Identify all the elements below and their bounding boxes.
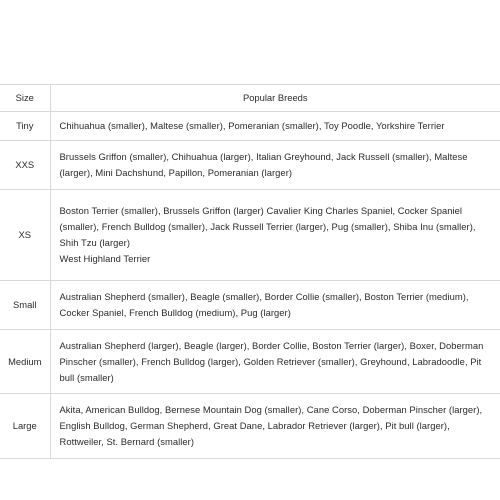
breeds-cell: Australian Shepherd (larger), Beagle (larger), Border Collie, Boston Terrier (larger), Boxer, Doberman Pinscher (smaller), French Bulldog (larger), Golden Retriever (smaller), Greyhound, Labradoodle, Pit bull (smaller)	[50, 330, 500, 394]
breeds-text: Boston Terrier (smaller), Brussels Griffon (larger) Cavalier King Charles Spaniel, Cocker Spaniel (smaller), French Bulldog (smaller), Jack Russell Terrier (larger), Pug (smaller), Shiba Inu (smaller), Shih Tzu (larger)	[59, 205, 476, 248]
size-cell: Tiny	[0, 112, 50, 141]
size-cell: Small	[0, 281, 50, 330]
breeds-column-header: Popular Breeds	[50, 85, 500, 112]
table-row	[0, 330, 500, 394]
table-row	[0, 141, 500, 190]
breeds-text-extra: West Highland Terrier	[59, 253, 151, 264]
header-row	[0, 85, 500, 112]
breeds-cell	[50, 190, 500, 281]
table-row	[0, 394, 500, 459]
table-row	[0, 190, 500, 281]
breeds-cell: Brussels Griffon (smaller), Chihuahua (larger), Italian Greyhound, Jack Russell (smaller), Maltese (larger), Mini Dachshund, Papillon, Pomeranian (larger)	[50, 141, 500, 190]
breeds-cell: Australian Shepherd (smaller), Beagle (smaller), Border Collie (smaller), Boston Terrier (medium), Cocker Spaniel, French Bulldog (medium), Pug (larger)	[50, 281, 500, 330]
table-header	[0, 85, 500, 112]
table-row	[0, 281, 500, 330]
size-column-header: Size	[0, 85, 50, 112]
breeds-cell: Chihuahua (smaller), Maltese (smaller), Pomeranian (smaller), Toy Poodle, Yorkshire Terrier	[50, 112, 500, 141]
size-cell: Large	[0, 394, 50, 459]
size-cell: Medium	[0, 330, 50, 394]
table-body	[0, 112, 500, 459]
breeds-cell: Akita, American Bulldog, Bernese Mountain Dog (smaller), Cane Corso, Doberman Pinscher (larger), English Bulldog, German Shepherd, Great Dane, Labrador Retriever (larger), Pit bull (larger), Rottweiler, St. Bernard (smaller)	[50, 394, 500, 459]
size-cell: XS	[0, 190, 50, 281]
size-cell: XXS	[0, 141, 50, 190]
dog-size-table	[0, 84, 500, 459]
table-row	[0, 112, 500, 141]
